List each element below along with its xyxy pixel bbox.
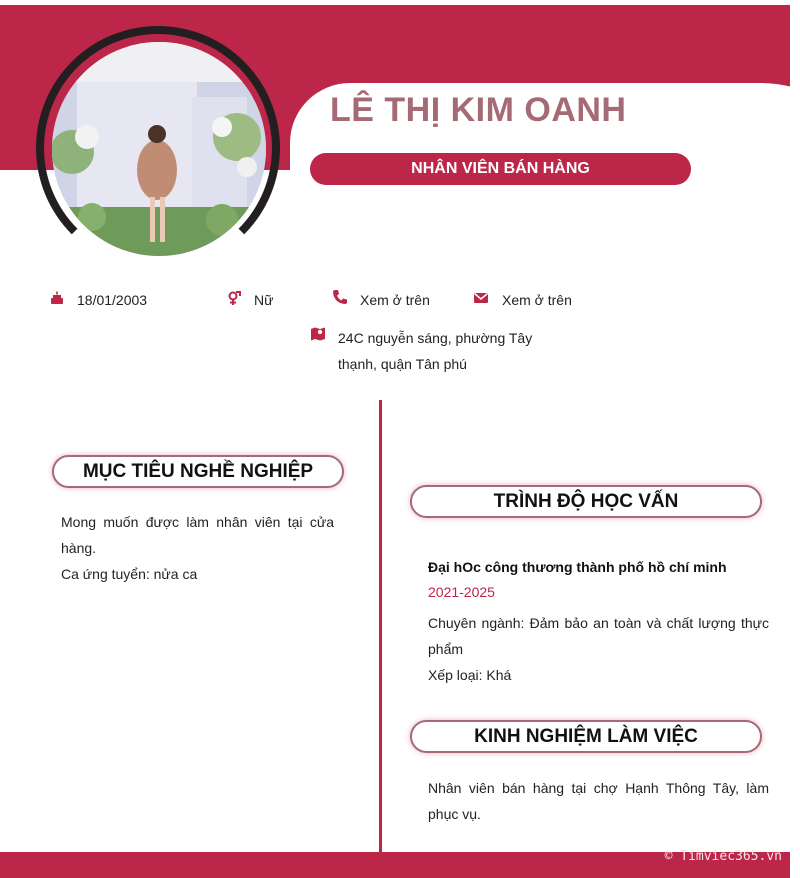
objective-title: MỤC TIÊU NGHỀ NGHIỆP xyxy=(52,455,344,488)
email-icon xyxy=(473,290,489,306)
experience-text: Nhân viên bán hàng tại chợ Hạnh Thông Tây, làm phục vụ. xyxy=(428,780,769,822)
education-details xyxy=(428,610,769,688)
objective-line-1: Mong muốn được làm nhân viên tại cửa hàng. xyxy=(61,514,334,556)
address-text: 24C nguyễn sáng, phường Tây thạnh, quận Tân phú xyxy=(338,330,533,372)
education-major: Chuyên ngành: Đảm bảo an toàn và chất lượng thực phẩm xyxy=(428,615,769,657)
candidate-name: LÊ THỊ KIM OANH xyxy=(330,91,627,129)
map-pin-icon xyxy=(310,326,326,342)
footer-copyright[interactable]: © Timviec365.vn xyxy=(664,849,782,864)
objective-line-2: Ca ứng tuyển: nửa ca xyxy=(61,566,198,582)
birthday-text: 18/01/2003 xyxy=(77,292,148,308)
education-years: 2021-2025 xyxy=(428,584,495,600)
education-title: TRÌNH ĐỘ HỌC VẤN xyxy=(410,485,762,518)
phone-text: Xem ở trên xyxy=(360,292,430,308)
phone-icon xyxy=(332,289,348,305)
gender-icon xyxy=(226,290,242,306)
avatar xyxy=(52,42,266,256)
education-rank: Xếp loại: Khá xyxy=(428,667,512,683)
email-text: Xem ở trên xyxy=(502,292,572,308)
column-divider xyxy=(379,400,382,852)
objective-text xyxy=(61,509,334,587)
job-title-badge: NHÂN VIÊN BÁN HÀNG xyxy=(310,153,691,185)
experience-title: KINH NGHIỆM LÀM VIỆC xyxy=(410,720,762,753)
gender-text: Nữ xyxy=(254,292,274,308)
education-school: Đại hOc công thương thành phố hồ chí minh xyxy=(428,559,727,575)
cv-page xyxy=(0,5,790,878)
birthday-cake-icon xyxy=(49,290,65,306)
